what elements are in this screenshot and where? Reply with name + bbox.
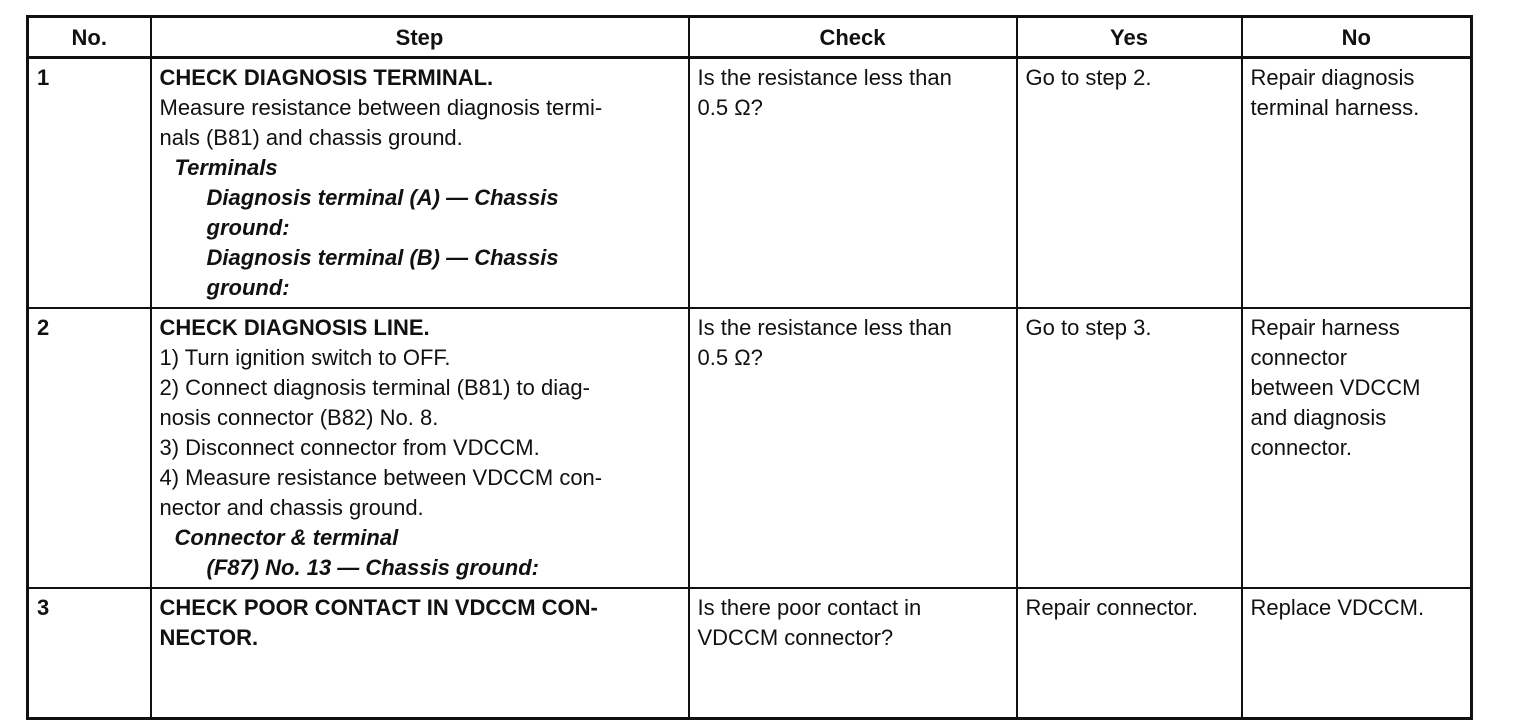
step-cell [151, 308, 689, 588]
check-line: VDCCM connector? [697, 625, 894, 650]
diagnosis-table [26, 15, 1473, 720]
header-no-action: No [1242, 17, 1472, 58]
step-line: 1) Turn ignition switch to OFF. [159, 345, 451, 370]
yes-cell [1017, 308, 1242, 588]
step-line: 3) Disconnect connector from VDCCM. [159, 435, 540, 460]
step-subitem: Diagnosis terminal (B) — Chassis [206, 245, 559, 270]
step-subheading: Connector & terminal [174, 525, 399, 550]
header-row [28, 17, 1472, 58]
step-line: Measure resistance between diagnosis termi- [159, 95, 603, 120]
check-cell [689, 308, 1017, 588]
check-cell [689, 58, 1017, 309]
yes-cell [1017, 588, 1242, 719]
no-action-line: Replace VDCCM. [1250, 595, 1425, 620]
step-line: nals (B81) and chassis ground. [159, 125, 463, 150]
step-number: 2 [28, 308, 151, 588]
step-line: 2) Connect diagnosis terminal (B81) to diag- [159, 375, 590, 400]
yes-line: Go to step 2. [1025, 65, 1152, 90]
table-row [28, 308, 1472, 588]
no-action-line: Repair diagnosis [1250, 65, 1415, 90]
step-subheading: Terminals [174, 155, 278, 180]
table-row [28, 588, 1472, 719]
step-line: nector and chassis ground. [159, 495, 424, 520]
step-cell [151, 58, 689, 309]
check-line: Is the resistance less than [697, 315, 952, 340]
no-action-line: terminal harness. [1250, 95, 1420, 120]
no-action-line: connector. [1250, 435, 1353, 460]
step-line: nosis connector (B82) No. 8. [159, 405, 439, 430]
header-check: Check [689, 17, 1017, 58]
check-line: 0.5 Ω? [697, 95, 763, 120]
yes-line: Repair connector. [1025, 595, 1198, 620]
no-action-cell [1242, 588, 1472, 719]
check-line: Is the resistance less than [697, 65, 952, 90]
check-line: 0.5 Ω? [697, 345, 763, 370]
step-title: CHECK POOR CONTACT IN VDCCM CON- [159, 595, 598, 620]
no-action-line: Repair harness [1250, 315, 1400, 340]
step-title: CHECK DIAGNOSIS LINE. [159, 315, 430, 340]
check-line: Is there poor contact in [697, 595, 922, 620]
step-subitem: Diagnosis terminal (A) — Chassis [206, 185, 559, 210]
header-yes: Yes [1017, 17, 1242, 58]
header-step: Step [151, 17, 689, 58]
step-cell [151, 588, 689, 719]
step-subitem: (F87) No. 13 — Chassis ground: [206, 555, 539, 580]
header-no: No. [28, 17, 151, 58]
yes-line: Go to step 3. [1025, 315, 1152, 340]
step-line: 4) Measure resistance between VDCCM con- [159, 465, 603, 490]
table-row [28, 58, 1472, 309]
step-subitem: ground: [206, 215, 290, 240]
step-number: 3 [28, 588, 151, 719]
no-action-line: between VDCCM [1250, 375, 1421, 400]
step-title: CHECK DIAGNOSIS TERMINAL. [159, 65, 494, 90]
no-action-cell [1242, 308, 1472, 588]
no-action-line: and diagnosis [1250, 405, 1387, 430]
check-cell [689, 588, 1017, 719]
no-action-cell [1242, 58, 1472, 309]
yes-cell [1017, 58, 1242, 309]
step-subitem: ground: [206, 275, 290, 300]
step-number: 1 [28, 58, 151, 309]
step-title: NECTOR. [159, 625, 259, 650]
no-action-line: connector [1250, 345, 1348, 370]
